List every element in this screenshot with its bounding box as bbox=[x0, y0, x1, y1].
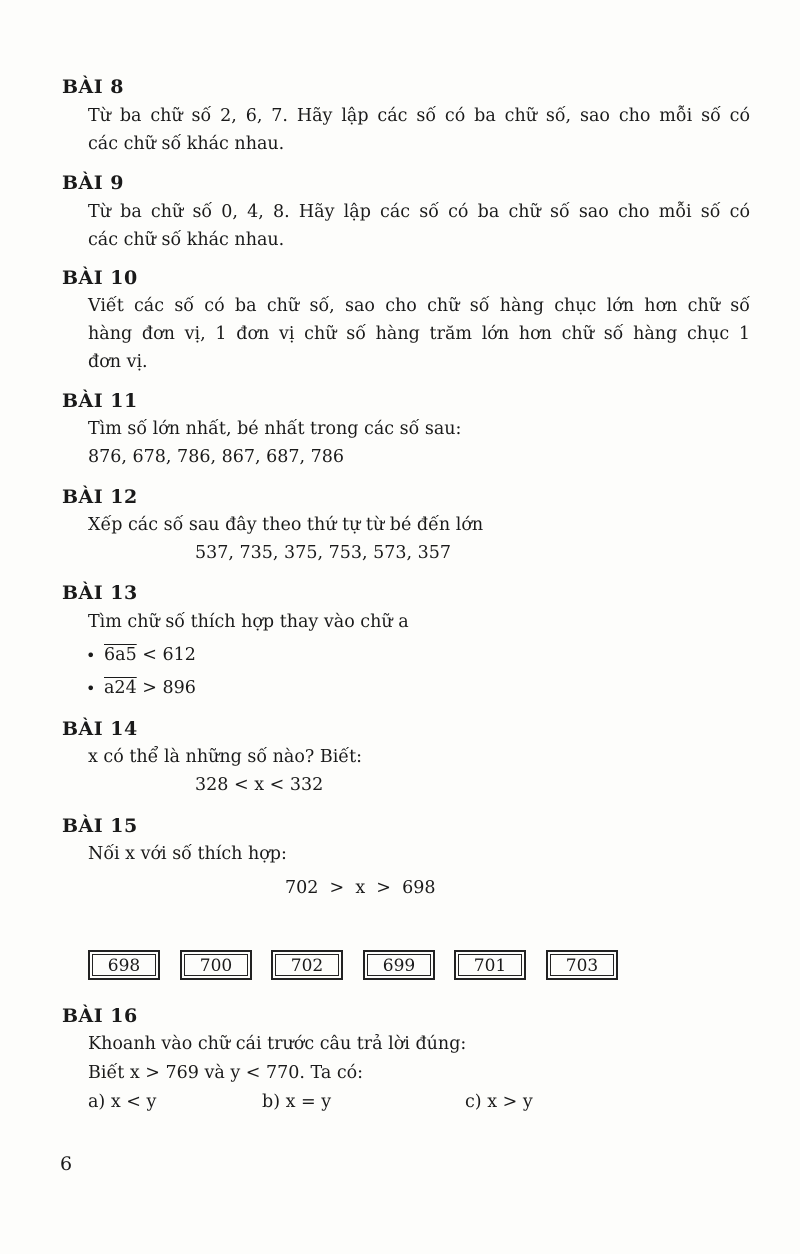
bullet-2: • bbox=[86, 679, 96, 698]
exercise-8-title: BÀI 8 bbox=[62, 76, 125, 98]
exercise-13-title: BÀI 13 bbox=[62, 582, 138, 604]
option-c: c) x > y bbox=[465, 1092, 533, 1112]
exercise-14-expression: 328 < x < 332 bbox=[195, 775, 324, 795]
answer-box-699: 699 bbox=[363, 950, 435, 980]
exercise-9-title: BÀI 9 bbox=[62, 172, 125, 194]
exercise-8-line-1: Từ ba chữ số 2, 6, 7. Hãy lập các số có ba chữ số, sao cho mỗi số có bbox=[88, 106, 750, 126]
exercise-13-item-2 bbox=[104, 678, 196, 698]
exercise-9-line-2: các chữ số khác nhau. bbox=[88, 230, 285, 250]
exercise-11-title: BÀI 11 bbox=[62, 390, 138, 412]
answer-box-700: 700 bbox=[180, 950, 252, 980]
exercise-12-numbers: 537, 735, 375, 753, 573, 357 bbox=[195, 543, 452, 563]
exercise-14-line-1: x có thể là những số nào? Biết: bbox=[88, 747, 362, 767]
answer-box-703: 703 bbox=[546, 950, 618, 980]
page-number: 6 bbox=[60, 1153, 73, 1175]
exercise-15-expression: 702 > x > 698 bbox=[285, 878, 436, 898]
overlined-number-6a5: 6a5 bbox=[104, 645, 137, 665]
exercise-10-line-3: đơn vị. bbox=[88, 352, 148, 372]
exercise-16-line-2: Biết x > 769 và y < 770. Ta có: bbox=[88, 1063, 364, 1083]
exercise-16-title: BÀI 16 bbox=[62, 1005, 138, 1027]
exercise-14-title: BÀI 14 bbox=[62, 718, 138, 740]
exercise-13-line-1: Tìm chữ số thích hợp thay vào chữ a bbox=[88, 612, 409, 632]
answer-boxes bbox=[88, 950, 622, 984]
exercise-11-numbers: 876, 678, 786, 867, 687, 786 bbox=[88, 447, 345, 467]
comparison-less-612: < 612 bbox=[136, 645, 196, 665]
answer-box-702: 702 bbox=[271, 950, 343, 980]
exercise-12-line-1: Xếp các số sau đây theo thứ tự từ bé đến lớn bbox=[88, 515, 484, 535]
exercise-12-title: BÀI 12 bbox=[62, 486, 138, 508]
exercise-10-line-2: hàng đơn vị, 1 đơn vị chữ số hàng trăm lớn hơn chữ số hàng chục 1 bbox=[88, 324, 750, 344]
exercise-15-line-1: Nối x với số thích hợp: bbox=[88, 844, 287, 864]
exercise-13-item-1 bbox=[104, 645, 196, 665]
comparison-greater-896: > 896 bbox=[136, 678, 196, 698]
overlined-number-a24: a24 bbox=[104, 678, 137, 698]
exercise-10-line-1: Viết các số có ba chữ số, sao cho chữ số hàng chục lớn hơn chữ số bbox=[88, 296, 750, 316]
exercise-11-line-1: Tìm số lớn nhất, bé nhất trong các số sau: bbox=[88, 419, 462, 439]
exercise-15-title: BÀI 15 bbox=[62, 815, 138, 837]
bullet-1: • bbox=[86, 646, 96, 665]
option-b: b) x = y bbox=[262, 1092, 332, 1112]
exercise-8-line-2: các chữ số khác nhau. bbox=[88, 134, 285, 154]
answer-box-698: 698 bbox=[88, 950, 160, 980]
exercise-10-title: BÀI 10 bbox=[62, 267, 138, 289]
exercise-9-line-1: Từ ba chữ số 0, 4, 8. Hãy lập các số có ba chữ số sao cho mỗi số có bbox=[88, 202, 750, 222]
exercise-16-line-1: Khoanh vào chữ cái trước câu trả lời đúng: bbox=[88, 1034, 467, 1054]
answer-box-701: 701 bbox=[454, 950, 526, 980]
option-a: a) x < y bbox=[88, 1092, 157, 1112]
